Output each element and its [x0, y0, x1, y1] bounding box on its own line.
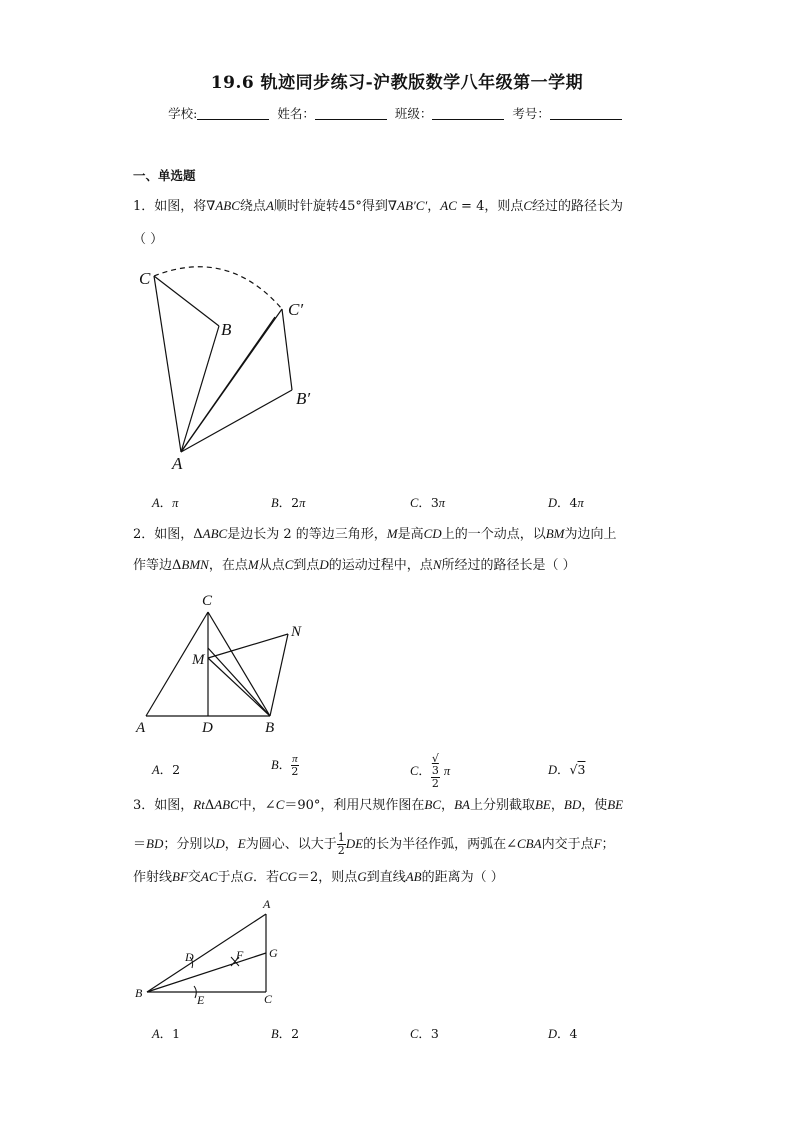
q3-stem-line2: ＝BD；分别以D，E为圆心、以大于 $\frac{1}{2}$ DE的长为半径作弧，两弧在∠CBA内交于点F； [133, 831, 615, 857]
q3-label-E: E [197, 993, 205, 1007]
q1-seg-CA [154, 276, 181, 452]
q2-label-A: A [136, 720, 146, 736]
q3-label-C: C [264, 992, 273, 1006]
q3-option-a[interactable]: A．1 [152, 1026, 181, 1041]
name-label: 姓名： [277, 106, 315, 121]
q1-label-Cp: C′ [288, 300, 304, 319]
q3-figure [130, 895, 290, 1010]
q3-label-B: B [135, 986, 143, 1000]
q2-seg-locus [208, 648, 270, 716]
q1-stem-line1: 1．如图，将∇ABC绕点A顺时针旋转45°得到∇AB′C′，AC = 4，则点C经过的路径长为 [133, 198, 624, 214]
q2-seg-CB [208, 612, 270, 716]
q2-label-M: M [192, 652, 205, 668]
q1-figure [130, 255, 330, 475]
q2-option-c[interactable]: C． √ 3 2 π [410, 752, 451, 790]
q1-option-c[interactable]: C．3π [410, 495, 446, 510]
class-label: 班级： [394, 106, 433, 121]
q2-label-B: B [265, 720, 275, 736]
q3-option-c[interactable]: C．3 [410, 1026, 439, 1041]
class-blank[interactable] [432, 107, 504, 120]
q3-option-d[interactable]: D．4 [548, 1026, 578, 1041]
q1-seg-BA [181, 326, 219, 452]
name-blank[interactable] [315, 107, 387, 120]
q3-stem-line3: 作射线BF交AC于点G．若CG＝2，则点G到直线AB的距离为（ ） [133, 869, 504, 885]
q3-label-D: D [185, 950, 194, 964]
q1-option-d[interactable]: D．4π [548, 495, 584, 510]
q2-label-C: C [202, 593, 213, 609]
q2-seg-NB [270, 634, 288, 716]
q2-option-b[interactable]: B． $\frac{\pi}{2}$ [271, 753, 299, 778]
section-heading: 一、单选题 [133, 168, 196, 183]
q2-seg-MB [208, 658, 270, 716]
q3-seg-BG [147, 953, 266, 992]
school-blank[interactable] [197, 107, 269, 120]
id-label: 考号： [512, 106, 550, 121]
q1-label-A: A [172, 454, 183, 473]
q3-label-F: F [236, 948, 244, 962]
page-title: 19.6 轨迹同步练习-沪教版数学八年级第一学期 [210, 73, 584, 93]
q1-seg-CpBp [282, 309, 292, 390]
q3-option-b[interactable]: B．2 [271, 1026, 300, 1041]
student-info-row [0, 104, 794, 122]
q1-option-b[interactable]: B．2π [271, 495, 306, 510]
q2-seg-MN [208, 634, 288, 658]
q1-seg-CB [154, 276, 219, 326]
q3-label-G: G [269, 946, 278, 960]
q2-stem-line2: 作等边ΔBMN，在点M从点C到点D的运动过程中，点N所经过的路径长是（ ） [133, 557, 576, 573]
id-blank[interactable] [550, 107, 622, 120]
q2-figure [130, 588, 320, 743]
q1-seg-BpA [181, 390, 292, 452]
q2-option-a[interactable]: A．2 [152, 762, 181, 777]
q1-label-B: B [221, 320, 232, 339]
q2-label-D: D [202, 720, 213, 736]
q3-stem-line1: 3．如图，RtΔABC中，∠C＝90°，利用尺规作图在BC，BA上分别截取BE，BD，使BE [133, 797, 624, 813]
school-label: 学校: [168, 106, 198, 121]
q3-seg-BA [147, 914, 266, 992]
q1-option-a[interactable]: A．π [152, 495, 179, 510]
q2-label-N: N [291, 624, 302, 640]
q1-arc [154, 267, 282, 309]
q2-option-d[interactable]: D．√3 [548, 762, 586, 777]
q1-label-Bp: B′ [296, 389, 311, 408]
q1-label-C: C [139, 269, 151, 288]
q1-stem-line2: （ ） [133, 232, 164, 247]
q2-stem-line1: 2．如图，ΔABC是边长为 2 的等边三角形，M是高CD上的一个动点，以BM为边向上 [133, 526, 617, 542]
q3-label-A: A [263, 897, 271, 911]
